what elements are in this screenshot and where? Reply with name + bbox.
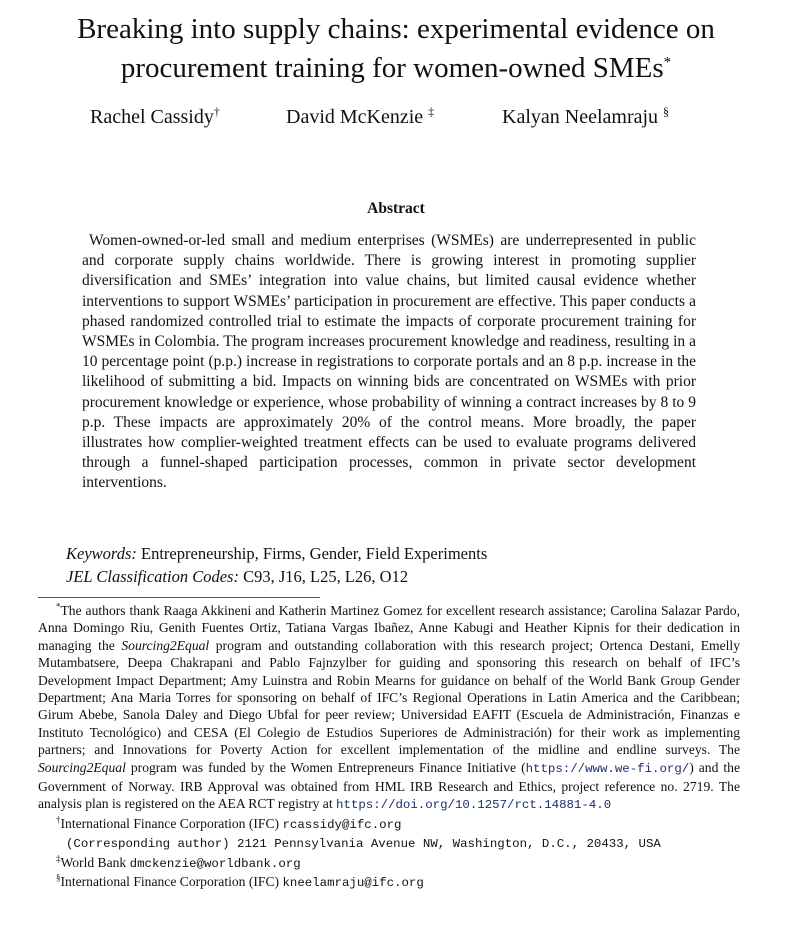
footnote-text: The authors thank Raaga Akkineni and Katherin Martinez Gomez for excellent research assistance; Carolina Salazar Pardo, Anna Domingo Riu, Genith Fuentes Ortiz, Tatiana Vargas Ibañez, Anne Kabugi and Heather Kipnis for their dedication in managing the bbox=[38, 603, 740, 653]
author-name: Rachel Cassidy bbox=[90, 106, 214, 128]
footnote-author-3 bbox=[38, 873, 740, 892]
program-name: Sourcing2Equal bbox=[38, 759, 126, 775]
footnote-mark: * bbox=[56, 601, 61, 612]
footnote-text: International Finance Corporation (IFC) bbox=[60, 874, 283, 890]
author-mark: † bbox=[213, 104, 220, 119]
doi-link[interactable]: https://doi.org/10.1257/rct.14881-4.0 bbox=[336, 798, 612, 813]
author-name: Kalyan Neelamraju bbox=[502, 106, 664, 128]
title-line-2-text: procurement training for women-owned SMEs bbox=[120, 52, 664, 84]
author-1 bbox=[90, 106, 220, 129]
author-name: David McKenzie bbox=[286, 106, 429, 128]
program-name: Sourcing2Equal bbox=[121, 637, 210, 653]
wefi-link[interactable]: https://www.we-fi.org/ bbox=[525, 761, 690, 776]
abstract-text: Women-owned-or-led small and medium enterprises (WSMEs) are underrepresented in public and corporate supply chains worldwide. There is growing interest in promoting supplier diversification and SMEs’ integration into value chains, but limited causal evidence whether interventions to support WSMEs’ participation in procurement are effective. This paper conducts a phased randomized controlled trial to estimate the impacts of corporate procurement training for WSMEs in Colombia. The program increases procurement knowledge and readiness, resulting in a 10 percentage point (p.p.) increase in registrations to corporate portals and an 8 p.p. increase in the likelihood of submitting a bid. Impacts on winning bids are concentrated on WSMEs with prior procurement knowledge or experience, whose probability of winning a contract increases by 8 to 9 p.p. These impacts are approximately 20% of the control means. More broadly, the paper illustrates how complier-weighted treatment effects can be used to evaluate programs delivered through a funnel-shaped participation processes, common in private sector development interventions. bbox=[82, 232, 696, 492]
keywords-value: Entrepreneurship, Firms, Gender, Field Experiments bbox=[141, 544, 488, 563]
footnote-text: ) and the Government of Norway. IRB Approval was obtained from HML IRB Research and Ethics, project reference no. 2719. The analysis plan is registered on the AEA RCT registry at bbox=[38, 759, 740, 812]
footnote-author-1-address bbox=[38, 834, 740, 853]
author-mark: ‡ bbox=[428, 104, 435, 119]
email-link[interactable]: rcassidy@ifc.org bbox=[282, 817, 402, 832]
jel-value: C93, J16, L25, L26, O12 bbox=[243, 566, 409, 586]
paper-title bbox=[0, 10, 792, 88]
keywords-line bbox=[66, 543, 746, 566]
footnote-author-1 bbox=[38, 815, 740, 834]
title-footnote-mark: * bbox=[663, 54, 672, 71]
footnote-mark: ‡ bbox=[56, 853, 61, 864]
footnote-mark: § bbox=[56, 872, 61, 883]
jel-label: JEL Classification Codes: bbox=[66, 566, 239, 586]
abstract-heading: Abstract bbox=[367, 200, 425, 217]
keywords-label: Keywords: bbox=[66, 544, 137, 563]
footnote-rule bbox=[38, 597, 320, 598]
author-3 bbox=[502, 106, 669, 129]
footnote-mark: † bbox=[56, 814, 61, 825]
author-2 bbox=[286, 106, 434, 129]
email-link[interactable]: kneelamraju@ifc.org bbox=[282, 876, 424, 891]
title-line-2 bbox=[0, 49, 792, 88]
keywords-block bbox=[66, 543, 746, 588]
author-mark: § bbox=[663, 104, 670, 119]
footnote-text: World Bank bbox=[60, 854, 130, 870]
footnote-text: program was funded by the Women Entrepreneurs Finance Initiative ( bbox=[125, 759, 526, 775]
footnote-author-2 bbox=[38, 854, 740, 873]
footnote-text: International Finance Corporation (IFC) bbox=[60, 815, 283, 831]
title-line-1: Breaking into supply chains: experimental evidence on bbox=[77, 13, 715, 45]
address-text: (Corresponding author) 2121 Pennsylvania Avenue NW, Washington, D.C., 20433, USA bbox=[66, 837, 661, 852]
footnote-acknowledgements bbox=[38, 602, 740, 815]
footnote-text: program and outstanding collaboration with this research project; Ortenca Destani, Emelly Mutambatsere, Deepa Chakrapani and Pablo Fajnzylber for guiding and sponsoring this research on behalf of IFC’s Development Impact Department; Amy Luinstra and Robin Mearns for guidance on behalf of the World Bank Group Gender Department; Ana Maria Torres for sponsoring on behalf of IFC’s Regional Operations in Latin America and the Caribbean; Girum Abebe, Sanola Daley and Diego Ubfal for peer review; Universidad EAFIT (Escuela de Administración, Finanzas e Instituto Tecnológico) and CESA (El Colegio de Estudios Superiores de Administración) for their work as implementing partners; and Innovations for Poverty Action for excellent implementation of the midline and endline surveys. The bbox=[38, 637, 740, 758]
footnotes bbox=[38, 602, 740, 893]
jel-line bbox=[66, 566, 746, 589]
email-link[interactable]: dmckenzie@worldbank.org bbox=[129, 856, 301, 871]
